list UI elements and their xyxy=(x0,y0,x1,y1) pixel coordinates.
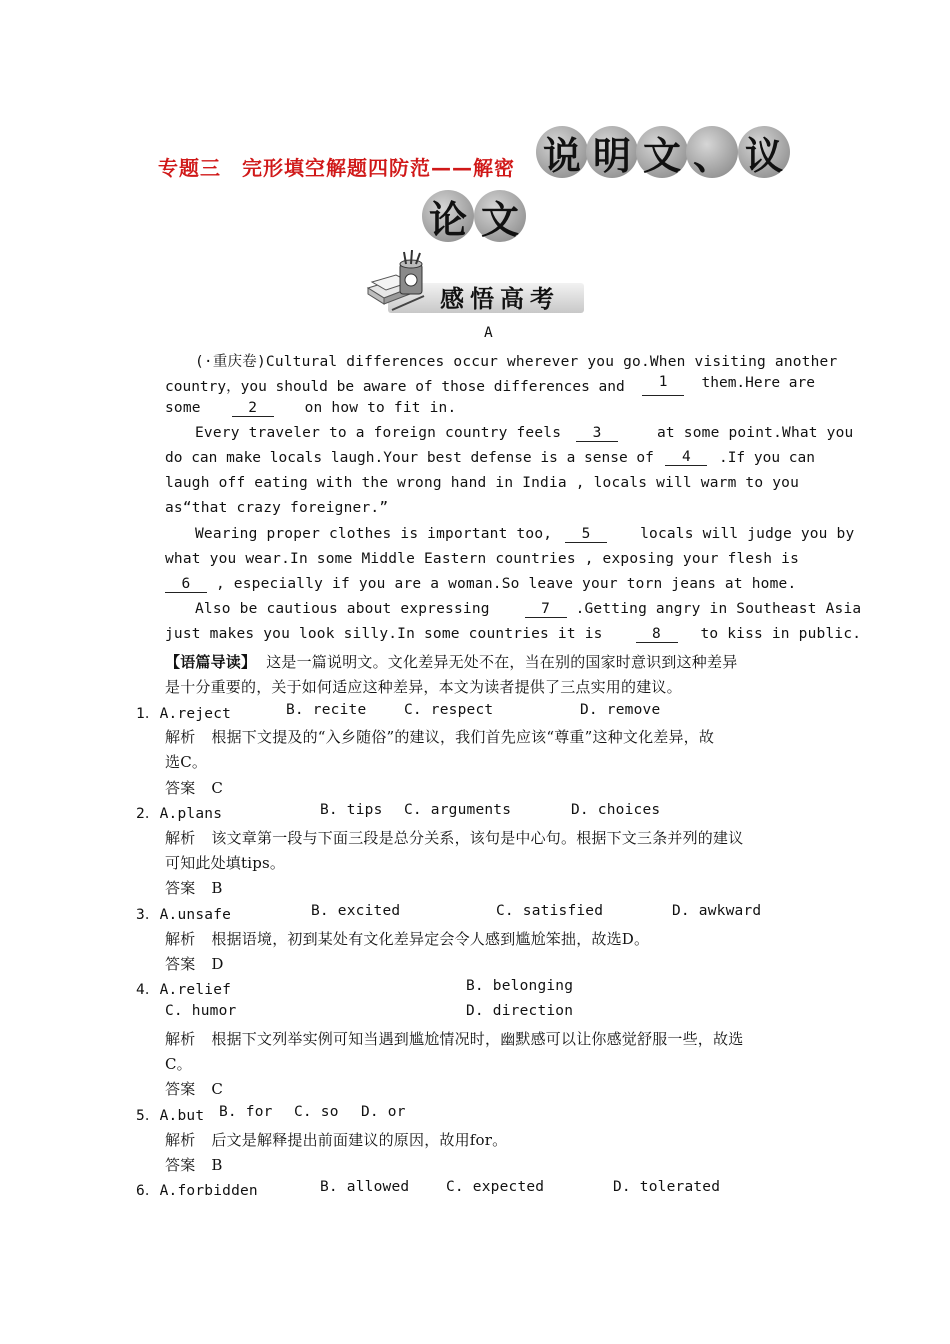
passage-line xyxy=(165,576,796,593)
answer-value: B xyxy=(211,1156,223,1174)
blank-3: 3 xyxy=(576,426,618,442)
blank-7: 7 xyxy=(525,602,567,618)
passage-text: them.Here are xyxy=(701,375,815,391)
passage-label: A xyxy=(484,325,493,341)
guide-line xyxy=(165,651,737,672)
blank-5: 5 xyxy=(565,527,607,543)
option-c: C. so xyxy=(294,1104,339,1120)
passage-line: (·重庆卷)Cultural differences occur wherever you go.When visiting another xyxy=(195,354,838,370)
passage-line xyxy=(195,601,861,618)
analysis xyxy=(165,827,743,848)
analysis-text: C。 xyxy=(165,1055,192,1073)
passage-text: at some point.What you xyxy=(657,425,854,441)
analysis-text: 选C。 xyxy=(165,753,208,771)
passage-line: laugh off eating with the wrong hand in India , locals will warm to you xyxy=(165,475,800,491)
option-c: C. expected xyxy=(446,1179,545,1195)
passage-text: some xyxy=(165,400,201,416)
passage-text: .If you can xyxy=(718,450,815,466)
books-pencil-icon xyxy=(364,250,444,314)
passage-text: on how to fit in. xyxy=(304,400,457,416)
answer-label: 答案 xyxy=(165,955,196,973)
analysis-text: 可知此处填tips。 xyxy=(165,854,286,872)
passage-line xyxy=(195,425,853,442)
option-d: D. tolerated xyxy=(613,1179,721,1195)
option-a: 4．A.relief xyxy=(136,982,232,998)
analysis-text: 根据语境，初到某处有文化差异定会令人感到尴尬笨拙，故选D。 xyxy=(211,930,650,948)
answer-value: C xyxy=(211,779,224,797)
option-c: C. arguments xyxy=(404,802,512,818)
option-d: D. awkward xyxy=(672,903,762,919)
title-circled-char: 说 xyxy=(536,126,588,178)
analysis-text: 后文是解释提出前面建议的原因，故用for。 xyxy=(211,1131,508,1149)
passage-text: Wearing proper clothes is important too, xyxy=(195,526,553,542)
passage-text: country，you should be aware of those differences and xyxy=(165,379,625,395)
option-a: 2．A.plans xyxy=(136,806,223,822)
blank-8: 8 xyxy=(636,627,678,643)
option-b: B. belonging xyxy=(466,978,574,994)
answer xyxy=(165,877,223,898)
question-1 xyxy=(136,702,231,723)
analysis xyxy=(165,726,714,747)
title-circled-char: 论 xyxy=(422,190,474,242)
passage-line xyxy=(165,450,815,466)
section-banner-label: 感悟高考 xyxy=(440,284,560,313)
option-a: 6．A.forbidden xyxy=(136,1183,258,1199)
passage-text: Every traveler to a foreign country feels xyxy=(195,425,562,441)
analysis-text: 根据下文提及的“入乡随俗”的建议，我们首先应该“尊重”这种文化差异，故 xyxy=(211,728,715,746)
blank-4: 4 xyxy=(665,450,707,466)
option-a: 5．A.but xyxy=(136,1108,205,1124)
title-circled-char: 文 xyxy=(636,126,688,178)
question-4 xyxy=(136,978,231,999)
analysis-label: 解析 xyxy=(165,829,196,847)
analysis-label: 解析 xyxy=(165,930,196,948)
option-a: 1．A.reject xyxy=(136,706,232,722)
passage-line xyxy=(165,400,456,417)
answer-label: 答案 xyxy=(165,1156,196,1174)
analysis-text: 该文章第一段与下面三段是总分关系，该句是中心句。根据下文三条并列的建议 xyxy=(211,829,744,847)
option-d: D. or xyxy=(361,1104,406,1120)
title-circled-char: 文 xyxy=(474,190,526,242)
option-d: D. choices xyxy=(571,802,661,818)
answer-value: C xyxy=(211,1080,224,1098)
option-b: B. tips xyxy=(320,802,383,818)
option-d: D. remove xyxy=(580,702,661,718)
passage-line xyxy=(195,526,854,543)
title-circled-char: 、 xyxy=(686,126,738,178)
answer xyxy=(165,953,224,974)
analysis xyxy=(165,928,649,949)
option-b: B. recite xyxy=(286,702,367,718)
guide-line: 是十分重要的，关于如何适应这种差异，本文为读者提供了三点实用的建议。 xyxy=(165,678,682,696)
option-b: B. allowed xyxy=(320,1179,410,1195)
analysis-label: 解析 xyxy=(165,1030,196,1048)
passage-line: as“that crazy foreigner.” xyxy=(165,500,389,516)
answer xyxy=(165,777,223,798)
option-b: B. excited xyxy=(311,903,401,919)
passage-line xyxy=(165,375,815,396)
passage-text: do can make locals laugh.Your best defense is a sense of xyxy=(165,450,654,466)
analysis-text: 根据下文列举实例可知当遇到尴尬情况时，幽默感可以让你感觉舒服一些，故选 xyxy=(211,1030,744,1048)
question-6 xyxy=(136,1179,258,1200)
analysis-label: 解析 xyxy=(165,728,196,746)
answer-label: 答案 xyxy=(165,879,196,897)
question-3 xyxy=(136,903,231,924)
passage-text: locals will judge you by xyxy=(640,526,855,542)
title-circled-char: 议 xyxy=(738,126,790,178)
answer-value: B xyxy=(211,879,223,897)
option-c: C. humor xyxy=(165,1003,237,1019)
guide-label: 【语篇导读】 xyxy=(165,653,257,671)
answer xyxy=(165,1154,223,1175)
answer-value: D xyxy=(211,955,224,973)
passage-text: Also be cautious about expressing xyxy=(195,601,490,617)
option-b: B. for xyxy=(219,1104,273,1120)
passage-text: to kiss in public. xyxy=(700,626,862,642)
page-title: 专题三 完形填空解题四防范——解密 xyxy=(158,156,515,180)
question-5 xyxy=(136,1104,204,1125)
answer-label: 答案 xyxy=(165,1080,196,1098)
passage-line xyxy=(165,626,861,643)
passage-line: what you wear.In some Middle Eastern countries , exposing your flesh is xyxy=(165,551,800,567)
passage-text: .Getting angry in Southeast Asia xyxy=(575,601,862,617)
option-c: C. satisfied xyxy=(496,903,604,919)
option-c: C. respect xyxy=(404,702,494,718)
answer xyxy=(165,1078,223,1099)
analysis xyxy=(165,1129,507,1150)
passage-text: , especially if you are a woman.So leave your torn jeans at home. xyxy=(215,576,797,592)
option-a: 3．A.unsafe xyxy=(136,907,232,923)
blank-6: 6 xyxy=(165,577,207,593)
option-d: D. direction xyxy=(466,1003,574,1019)
passage-text: just makes you look silly.In some countries it is xyxy=(165,626,603,642)
answer-label: 答案 xyxy=(165,779,196,797)
blank-2: 2 xyxy=(232,401,274,417)
analysis-label: 解析 xyxy=(165,1131,196,1149)
analysis xyxy=(165,1028,743,1049)
title-circled-char: 明 xyxy=(586,126,638,178)
blank-1: 1 xyxy=(642,375,684,396)
question-2 xyxy=(136,802,222,823)
guide-text: 这是一篇说明文。文化差异无处不在，当在别的国家时意识到这种差异 xyxy=(266,653,738,671)
